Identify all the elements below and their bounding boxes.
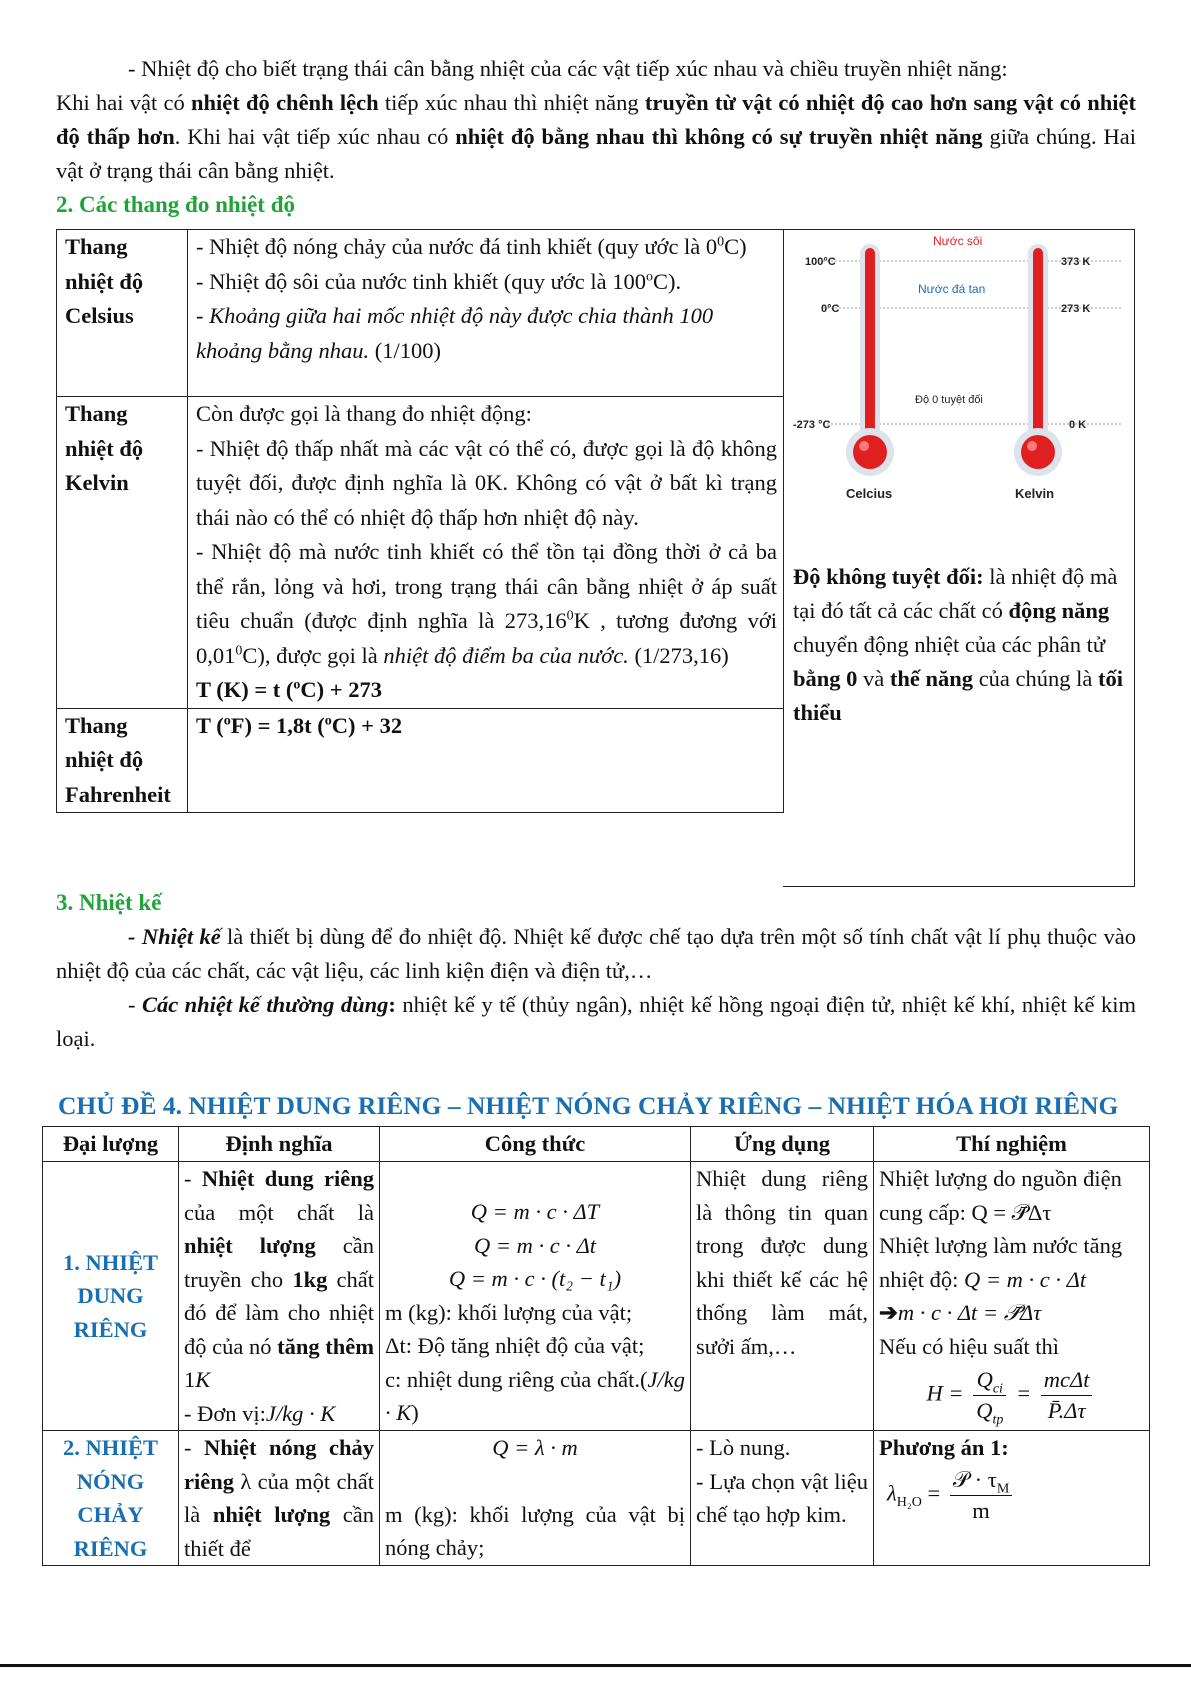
kelvin-line-1: Còn được gọi là thang đo nhiệt động: bbox=[196, 401, 532, 426]
abs-t2: chuyển động nhiệt của các phân tử bbox=[793, 632, 1106, 657]
celsius-line-3 bbox=[196, 299, 777, 368]
thermometer-panel bbox=[783, 229, 1135, 887]
row1-def-k: K bbox=[195, 1367, 211, 1392]
celsius-scale-desc bbox=[188, 230, 784, 397]
celsius-2-sup: o bbox=[645, 269, 653, 284]
kelvin-bulb bbox=[1021, 435, 1055, 469]
celsius-1-sup: 0 bbox=[717, 234, 725, 250]
row1-formula-3: Q = m · c · (t₂ − t₁) bbox=[448, 1266, 622, 1291]
temperature-scales-table bbox=[56, 229, 1136, 886]
section-3-heading: 3. Nhiệt kế bbox=[56, 890, 162, 915]
row2-app-2: - Lựa chọn vật liệu chế tạo hợp kim. bbox=[696, 1468, 868, 1527]
celsius-2-end: C). bbox=[652, 268, 682, 294]
row2-def-b2: nhiệt lượng bbox=[212, 1502, 331, 1527]
topic-4-title: CHỦ ĐỀ 4. NHIỆT DUNG RIÊNG – NHIỆT NÓNG CHẢY RIÊNG – NHIỆT HÓA HƠI RIÊNG bbox=[58, 1091, 1119, 1120]
kelvin-line-3 bbox=[196, 535, 777, 673]
frac1-den-sub: tp bbox=[992, 1412, 1004, 1428]
intro-line-1: - Nhiệt độ cho biết trạng thái cân bằng nhiệt của các vật tiếp xúc nhau và chiều truyền nhiệt năng: bbox=[128, 56, 1008, 81]
latent-num-sub: M bbox=[996, 1481, 1010, 1496]
fahrenheit-formula-c: C) + 32 bbox=[331, 712, 403, 738]
topic-4-table bbox=[42, 1126, 1150, 1566]
section-3-p2-colon: : bbox=[388, 992, 396, 1017]
row1-formula-2: Q = m · c · Δt bbox=[473, 1232, 597, 1258]
row1-name: 1. NHIỆT DUNG RIÊNG bbox=[43, 1162, 179, 1431]
row2-def-t1: λ của một chất là bbox=[184, 1468, 374, 1527]
celsius-tube-mercury bbox=[865, 248, 875, 438]
frac2-den: P̄.Δτ bbox=[1047, 1398, 1086, 1423]
fahrenheit-formula-sup2: o bbox=[324, 713, 332, 728]
abs-b5: tối thiểu bbox=[793, 666, 1124, 725]
row1-def-b1: Nhiệt dung riêng bbox=[201, 1166, 374, 1191]
row1-def-t3: chất đó để làm cho nhiệt độ của nó bbox=[184, 1266, 374, 1359]
common-thermometers-term: Các nhiệt kế thường dùng bbox=[141, 992, 389, 1017]
label-373k: 373 K bbox=[1061, 256, 1091, 268]
abs-t4: của chúng là bbox=[973, 666, 1099, 691]
row1-def-b4: tăng thêm bbox=[277, 1333, 374, 1359]
label-100c: 100°C bbox=[805, 256, 836, 268]
row1-exp2-text: Nhiệt lượng làm nước tăng nhiệt độ: bbox=[879, 1233, 1123, 1292]
table-row bbox=[57, 397, 784, 709]
intro-paragraph bbox=[56, 86, 1136, 188]
kelvin-tube-mercury bbox=[1033, 248, 1043, 438]
kelvin-formula-sup: o bbox=[293, 677, 301, 693]
row2-experiment bbox=[874, 1431, 1150, 1566]
row2-application bbox=[691, 1431, 874, 1566]
section-3-p2-dash: - bbox=[128, 992, 142, 1017]
row1-f6math: J/kg · K bbox=[385, 1366, 685, 1425]
row2-formula-2: m (kg): khối lượng của vật bị nóng chảy; bbox=[385, 1501, 685, 1560]
row1-formula-6 bbox=[385, 1363, 685, 1430]
bottom-rule bbox=[0, 1664, 1191, 1667]
row2-app-1: - Lò nung. bbox=[696, 1435, 791, 1460]
intro-bold-a: nhiệt độ chênh lệch bbox=[191, 90, 379, 115]
header-definition: Định nghĩa bbox=[179, 1127, 380, 1162]
frac2-num: mcΔt bbox=[1041, 1365, 1093, 1396]
fahrenheit-formula-sup1: o bbox=[223, 713, 231, 728]
abs-t1: là nhiệt độ mà tại đó tất cả các chất có bbox=[793, 564, 1118, 623]
label-celsius: Celcius bbox=[846, 486, 893, 501]
section-2-heading: 2. Các thang đo nhiệt độ bbox=[56, 192, 295, 217]
table-row bbox=[43, 1162, 1150, 1431]
celsius-bulb bbox=[853, 435, 887, 469]
table-header-row bbox=[43, 1127, 1150, 1162]
row1-exp2-math: Q = m · c · Δt bbox=[964, 1266, 1087, 1292]
lambda-sub: H₂O bbox=[896, 1494, 922, 1510]
kelvin-formula bbox=[196, 673, 777, 708]
row1-exp-4: Nếu có hiệu suất thì bbox=[879, 1333, 1059, 1359]
row1-f6a: c: nhiệt dung riêng của chất.( bbox=[385, 1366, 648, 1392]
thermometer-term: - Nhiệt kế bbox=[128, 924, 221, 949]
section-3 bbox=[56, 886, 1136, 1056]
lambda-symbol: λ bbox=[887, 1480, 897, 1506]
intro-bold-b: truyền từ vật có nhiệt độ cao hơn sang vật có nhiệt độ thấp hơn bbox=[56, 90, 1136, 149]
row1-definition bbox=[179, 1162, 380, 1431]
thermometer-figure bbox=[783, 230, 1134, 530]
row1-formula-4: m (kg): khối lượng của vật; bbox=[385, 1299, 633, 1325]
row1-def-a: - bbox=[184, 1166, 202, 1191]
abs-b3: bằng 0 bbox=[793, 666, 858, 691]
kelvin-3-italic: nhiệt độ điểm ba của nước. bbox=[383, 642, 629, 668]
efficiency-frac-2 bbox=[1041, 1365, 1093, 1426]
label-0k: 0 K bbox=[1069, 419, 1087, 431]
arrow-icon: ➔ bbox=[879, 1300, 898, 1325]
label-ice: Nước đá tan bbox=[918, 282, 986, 296]
absolute-zero-note bbox=[793, 560, 1128, 730]
row1-application: Nhiệt dung riêng là thông tin quan trong được dung khi thiết kế các hệ thống làm mát, sưởi ấm,… bbox=[691, 1162, 874, 1431]
kelvin-3b: K , tương đương với 0,01 bbox=[196, 608, 777, 668]
row1-def-t2: cần truyền cho bbox=[184, 1233, 374, 1292]
kelvin-3-sup2: 0 bbox=[235, 643, 243, 658]
fahrenheit-formula-a: T ( bbox=[196, 712, 224, 738]
row2-name: 2. NHIỆT NÓNG CHẢY RIÊNG bbox=[43, 1431, 179, 1566]
row2-formula-1: Q = λ · m bbox=[492, 1435, 578, 1460]
label-kelvin: Kelvin bbox=[1015, 486, 1055, 501]
row2-formula bbox=[380, 1431, 691, 1566]
table-row bbox=[43, 1431, 1150, 1566]
label-273c: -273 °C bbox=[793, 419, 831, 431]
frac1-den: Q bbox=[976, 1398, 993, 1423]
kelvin-formula-a: T (K) = t ( bbox=[196, 677, 294, 702]
row1-experiment bbox=[874, 1162, 1150, 1431]
row1-def-t1: của một chất là bbox=[184, 1199, 374, 1225]
header-quantity: Đại lượng bbox=[43, 1127, 179, 1162]
intro-text-d: giữa chúng. Hai vật ở trạng thái cân bằng nhiệt. bbox=[56, 124, 1136, 183]
intro-text-a: Khi hai vật có bbox=[56, 90, 192, 115]
row1-exp-1: Nhiệt lượng do nguồn điện cung cấp: Q = 𝒫̄Δτ bbox=[879, 1166, 1122, 1225]
latent-num: 𝒫 · τ bbox=[952, 1466, 997, 1492]
celsius-3-italic: - Khoảng giữa hai mốc nhiệt độ này được chia thành 100 khoảng bằng nhau. bbox=[196, 303, 714, 363]
celsius-1-text: - Nhiệt độ nóng chảy của nước đá tinh khiết (quy ước là 0 bbox=[196, 234, 718, 259]
section-3-p2-text: nhiệt kế y tế (thủy ngân), nhiệt kế hồng ngoại điện tử, nhiệt kế khí, nhiệt kế kim loại. bbox=[56, 992, 1136, 1051]
celsius-line-1 bbox=[196, 230, 777, 265]
celsius-3-end: (1/100) bbox=[369, 337, 441, 363]
kelvin-3-end: (1/273,16) bbox=[628, 642, 729, 668]
row1-unit-label: - Đơn vị: bbox=[184, 1400, 266, 1426]
intro-bold-c: nhiệt độ bằng nhau thì không có sự truyền nhiệt năng bbox=[455, 124, 983, 149]
label-abs: Độ 0 tuyệt đối bbox=[915, 394, 983, 406]
intro-text-c: . Khi hai vật tiếp xúc nhau có bbox=[174, 124, 456, 149]
kelvin-line-2: - Nhiệt độ thấp nhất mà các vật có thể có, được gọi là độ không tuyệt đối, được định nghĩa là 0K. Không có vật ở bất kì trạng thái nào có thể có nhiệt độ thấp hơn nhiệt độ này. bbox=[196, 435, 777, 530]
abs-b2: động năng bbox=[1008, 598, 1110, 623]
celsius-bulb-shine bbox=[859, 441, 869, 451]
table-row bbox=[57, 708, 784, 813]
fahrenheit-formula-b: F) = 1,8t ( bbox=[230, 712, 325, 738]
row1-exp3-math: m · c · Δt = 𝒫̄Δτ bbox=[897, 1300, 1042, 1325]
latent-den: m bbox=[972, 1497, 990, 1523]
table-row bbox=[57, 230, 784, 397]
intro-text-b: tiếp xúc nhau thì nhiệt năng bbox=[378, 90, 645, 115]
section-3-p1 bbox=[56, 920, 1136, 988]
row1-def-b2: nhiệt lượng bbox=[184, 1233, 316, 1258]
efficiency-h: H = bbox=[926, 1380, 964, 1406]
header-experiment: Thí nghiệm bbox=[874, 1127, 1150, 1162]
celsius-1-end: C) bbox=[724, 234, 747, 259]
efficiency-formula bbox=[879, 1365, 1144, 1426]
row1-formula-5: Δt: Độ tăng nhiệt độ của vật; bbox=[385, 1333, 645, 1358]
label-0c: 0°C bbox=[821, 303, 840, 315]
latent-heat-formula bbox=[879, 1465, 1144, 1526]
section-3-p1-text: là thiết bị dùng để đo nhiệt độ. Nhiệt kế được chế tạo dựa trên một số tính chất vật lí phụ thuộc vào nhiệt độ của các chất, các vật liệu, các linh kiện điện và điện tử,… bbox=[56, 924, 1136, 983]
header-formula: Công thức bbox=[380, 1127, 691, 1162]
celsius-line-2 bbox=[196, 265, 777, 300]
fahrenheit-scale-desc bbox=[188, 708, 784, 813]
row1-def-b3: 1kg bbox=[292, 1266, 328, 1292]
row1-exp-2 bbox=[879, 1229, 1144, 1296]
row2-def-t2: cần thiết để bbox=[184, 1502, 374, 1561]
celsius-2-text: - Nhiệt độ sôi của nước tinh khiết (quy ước là 100 bbox=[196, 268, 646, 294]
row1-unit bbox=[184, 1397, 374, 1431]
row1-unit-math: J/kg · K bbox=[265, 1400, 336, 1426]
latent-frac bbox=[950, 1465, 1012, 1526]
fahrenheit-scale-name: Thang nhiệt độ Fahrenheit bbox=[57, 708, 188, 813]
row1-exp-3 bbox=[879, 1296, 1144, 1330]
abs-zero-term: Độ không tuyệt đối: bbox=[793, 564, 984, 589]
abs-b4: thế năng bbox=[889, 666, 974, 691]
row2-def-b1: Nhiệt nóng chảy riêng bbox=[184, 1435, 374, 1494]
row1-def-t4: 1 bbox=[184, 1367, 196, 1392]
row2-definition bbox=[179, 1431, 380, 1566]
kelvin-3c: C), được gọi là bbox=[242, 642, 384, 668]
label-273k: 273 K bbox=[1061, 303, 1091, 315]
frac1-num-sub: ci bbox=[992, 1381, 1003, 1397]
intro-section bbox=[56, 52, 1136, 222]
row1-formula bbox=[380, 1162, 691, 1431]
kelvin-scale-desc bbox=[188, 397, 784, 709]
celsius-scale-name: Thang nhiệt độ Celsius bbox=[57, 230, 188, 397]
kelvin-3a: - Nhiệt độ mà nước tinh khiết có thể tồn tại đồng thời ở cả ba thể rắn, lỏng và hơi, trong trạng thái cân bằng nhiệt ở áp suất tiêu chuẩn (được định nghĩa là 273,16 bbox=[196, 539, 777, 633]
row2-exp-title: Phương án 1: bbox=[879, 1435, 1009, 1460]
kelvin-3-sup1: 0 bbox=[566, 608, 574, 624]
latent-eq: = bbox=[927, 1480, 941, 1506]
row2-def-a: - bbox=[184, 1435, 204, 1460]
frac1-num: Q bbox=[976, 1367, 993, 1392]
kelvin-scale-name: Thang nhiệt độ Kelvin bbox=[57, 397, 188, 709]
row1-formula-1: Q = m · c · ΔT bbox=[470, 1199, 600, 1224]
row1-f6b: ) bbox=[411, 1400, 419, 1425]
kelvin-bulb-shine bbox=[1027, 441, 1037, 451]
header-application: Ứng dụng bbox=[691, 1127, 874, 1162]
efficiency-frac-1 bbox=[973, 1365, 1006, 1426]
section-3-p2 bbox=[56, 988, 1136, 1056]
abs-t3: và bbox=[857, 666, 890, 691]
kelvin-formula-end: C) + 273 bbox=[300, 677, 382, 702]
efficiency-eq: = bbox=[1015, 1380, 1032, 1406]
label-boil: Nước sôi bbox=[933, 234, 983, 248]
